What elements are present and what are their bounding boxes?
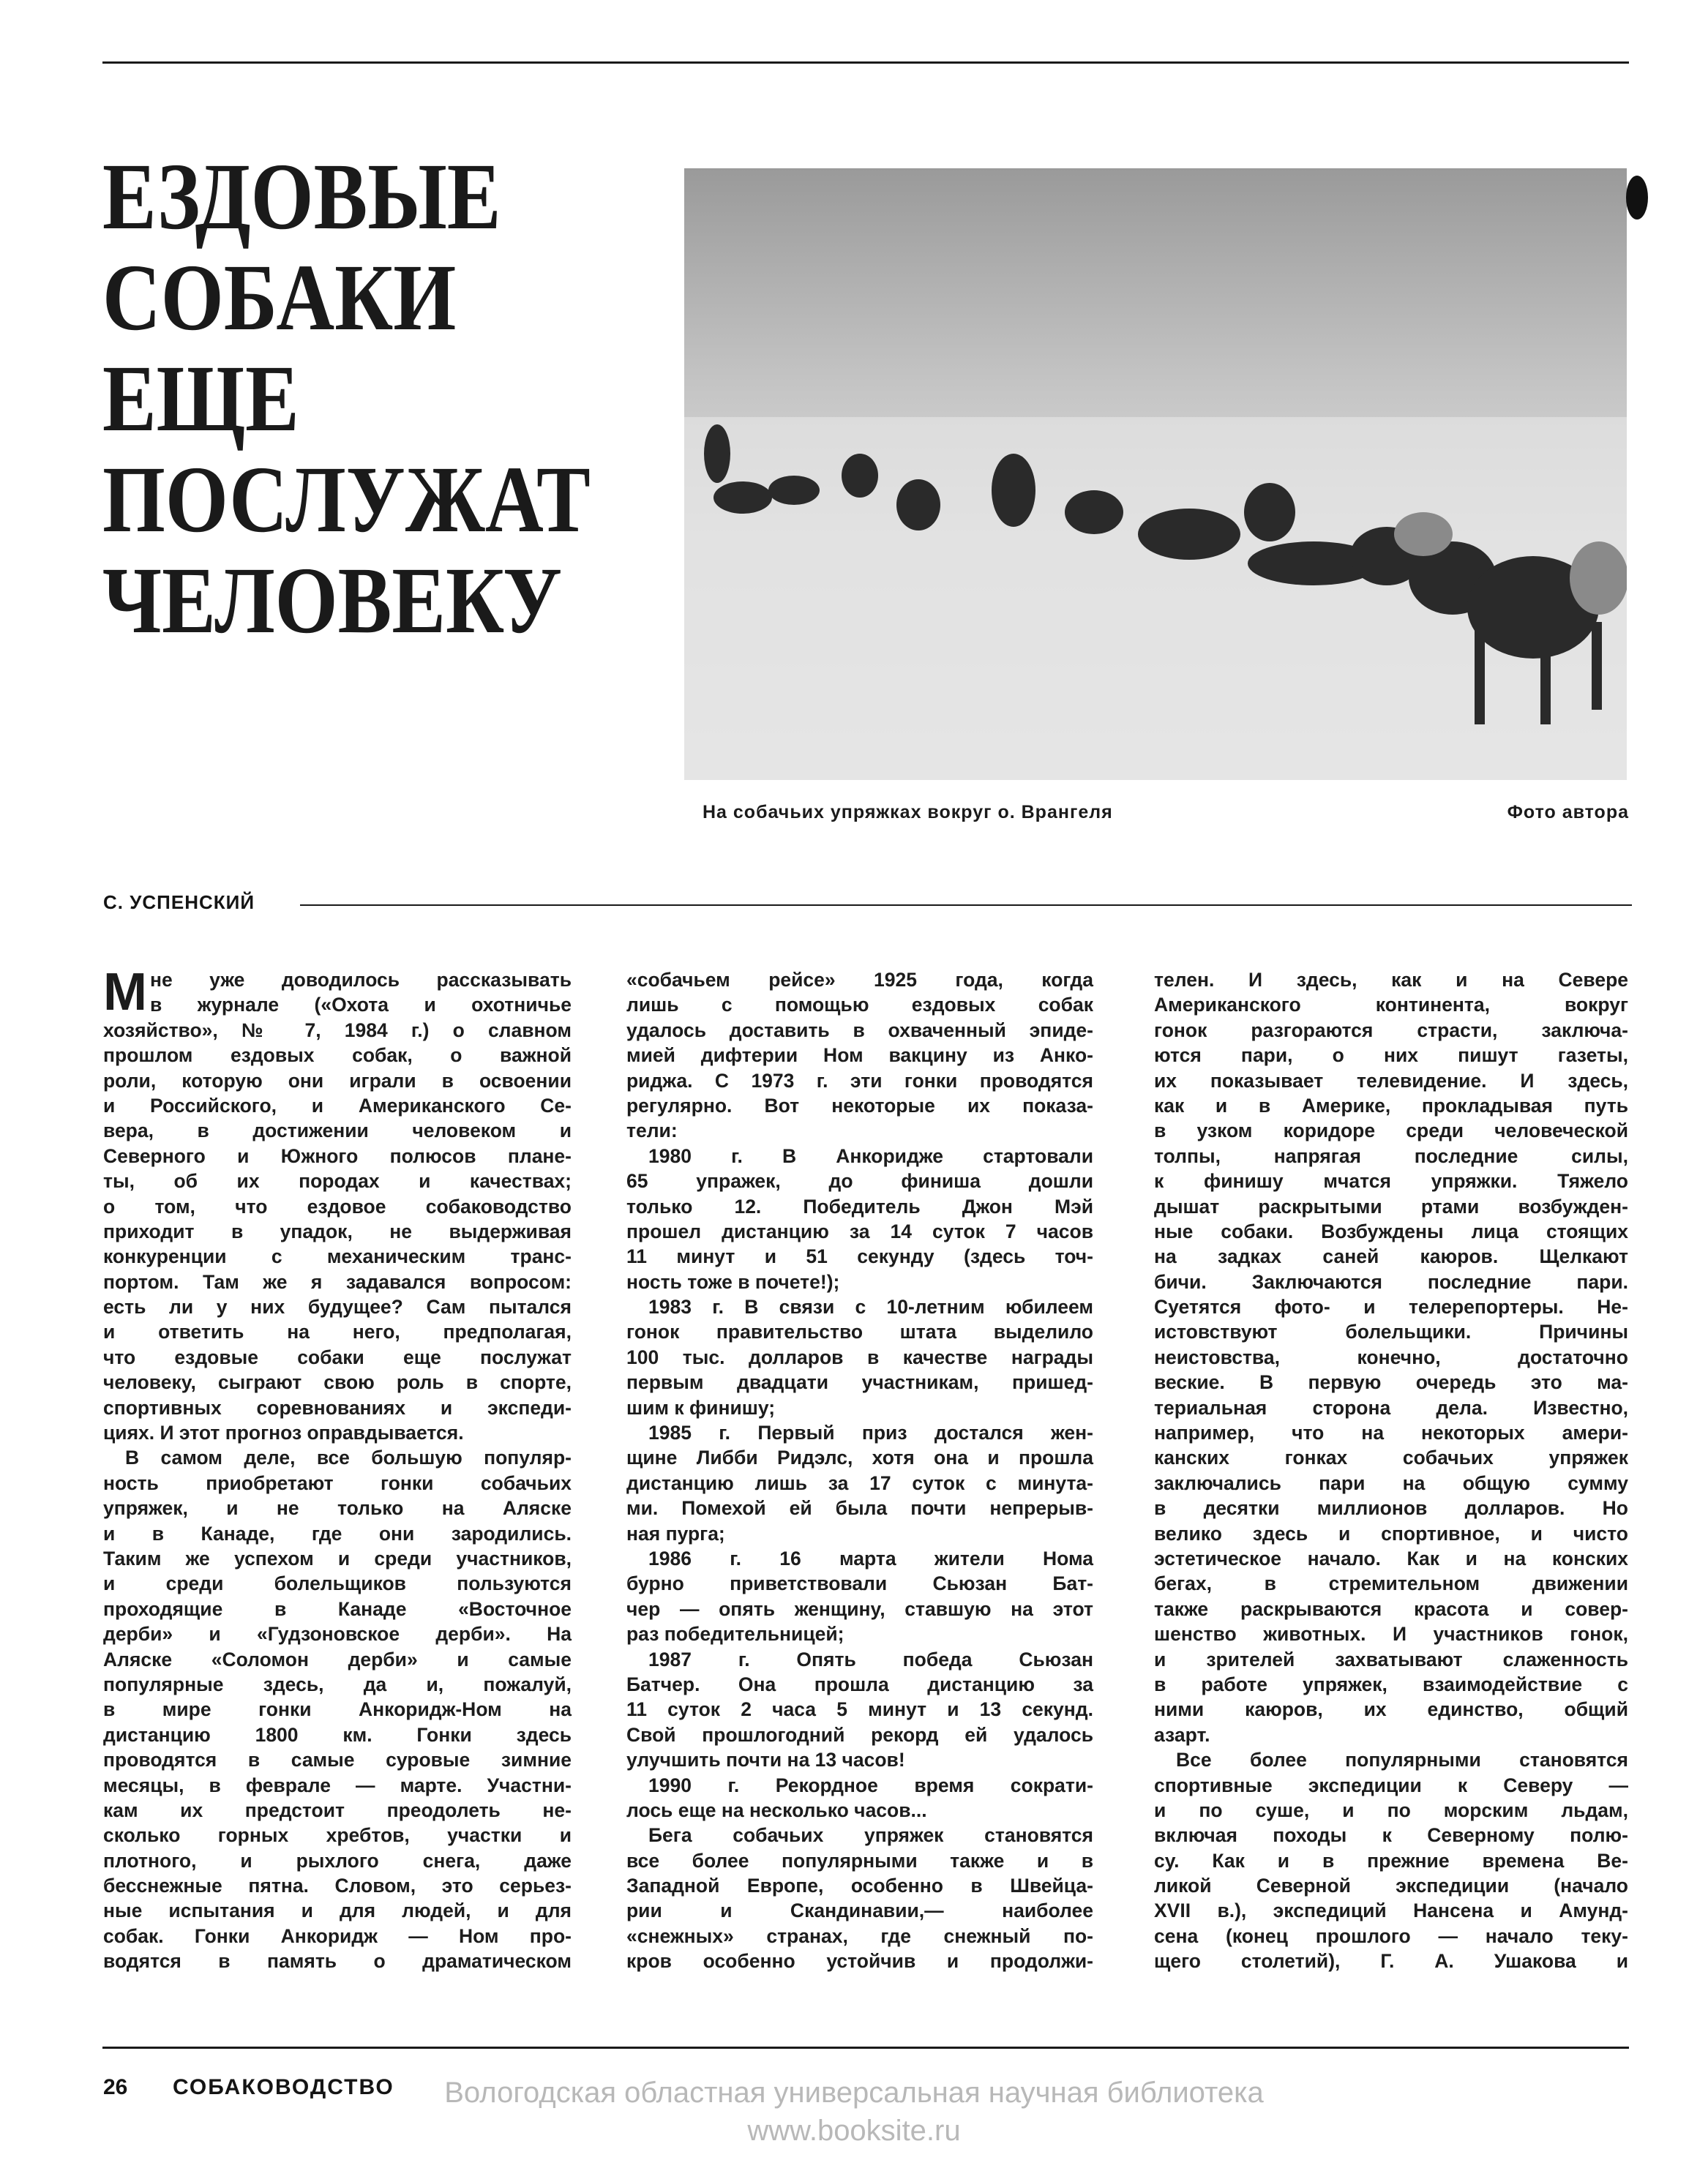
text-line: 1986 г. 16 марта жители Нома [648, 1547, 1093, 1570]
text-line: гонок правительство штата выделило [626, 1321, 1093, 1343]
text-line: например, что на некоторых амери- [1154, 1422, 1628, 1444]
text-line: Западной Европе, особенно в Швейца- [626, 1875, 1093, 1897]
text-line: месяцы, в феврале — марте. Участни- [103, 1774, 572, 1796]
sled-dogs-photo [684, 168, 1627, 780]
top-rule [102, 61, 1629, 64]
author-rule [300, 904, 1632, 906]
text-line: лишь с помощью ездовых собак [626, 994, 1093, 1016]
text-line: XVII в.), экспедиций Нансена и Амунд- [1154, 1900, 1628, 1922]
text-line: истовствуют болельщики. Причины [1154, 1321, 1628, 1343]
author-name: С. УСПЕНСКИЙ [103, 891, 255, 913]
text-line: Таким же успехом и среди участников, [103, 1547, 572, 1570]
text-line: сколько горных хребтов, участки и [103, 1824, 572, 1847]
text-line: прошлом ездовых собак, о важной [103, 1044, 572, 1067]
text-line: 65 упражек, до финиша дошли [626, 1170, 1093, 1193]
text-line: хозяйство», № 7, 1984 г.) о славном [103, 1019, 572, 1041]
text-line: что ездовые собаки еще послужат [103, 1346, 572, 1368]
footer-rule [102, 2047, 1629, 2049]
text-column-3 [1154, 967, 1628, 1974]
text-line: конкуренции с механическим транс- [103, 1245, 572, 1268]
text-line: циях. И этот прогноз оправдывается. [103, 1422, 464, 1444]
text-line: проходящие в Канаде «Восточное [103, 1597, 572, 1620]
page-blot [1626, 176, 1648, 220]
magazine-name: СОБАКОВОДСТВО [173, 2075, 394, 2099]
text-line: ность тоже в почете!); [626, 1270, 840, 1293]
text-line: есть ли у них будущее? Сам пытался [103, 1296, 572, 1319]
text-line: их показывает телевидение. И здесь, [1154, 1069, 1628, 1092]
text-line: раз победительницей; [626, 1623, 844, 1646]
watermark-url: www.booksite.ru [747, 2115, 961, 2147]
text-line: Бега собачьих упряжек становятся [648, 1824, 1093, 1847]
text-line: эстетическое начало. Как и на конских [1154, 1547, 1628, 1570]
text-line: в журнале («Охота и охотничье [150, 994, 572, 1016]
text-line: кам их предстоит преодолеть не- [103, 1799, 572, 1821]
text-line: щине Либби Ридэлс, хотя она и прошла [626, 1447, 1093, 1469]
text-line: упряжек, и не только на Аляске [103, 1497, 572, 1520]
text-line: ные испытания и для людей, и для [103, 1900, 572, 1922]
text-line: 1983 г. В связи с 10-летним юбилеем [648, 1296, 1093, 1319]
text-line: ты, об их породах и качествах; [103, 1170, 572, 1193]
text-line: бесснежные пятна. Словом, это серьез- [103, 1875, 572, 1897]
text-line: 1990 г. Рекордное время сократи- [648, 1774, 1093, 1796]
text-line: Аляске «Соломон дерби» и самые [103, 1648, 572, 1670]
text-line: ные собаки. Возбуждены лица стоящих [1154, 1220, 1628, 1242]
text-line: Все более популярными становятся [1176, 1749, 1628, 1771]
text-line: дерби» и «Гудзоновское дерби». На [103, 1623, 572, 1646]
text-line: азарт. [1154, 1723, 1210, 1746]
text-line: водятся в память о драматическом [103, 1950, 572, 1973]
text-line: и ответить на него, предполагая, [103, 1321, 572, 1343]
article-title [102, 146, 659, 651]
text-line: только 12. Победитель Джон Мэй [626, 1195, 1093, 1218]
text-line: 11 минут и 51 секунду (здесь точ- [626, 1245, 1093, 1268]
text-line: ность приобретают гонки собачьих [103, 1471, 572, 1494]
text-line: веские. В первую очередь это ма- [1154, 1371, 1628, 1394]
text-line: 1985 г. Первый приз достался жен- [648, 1422, 1093, 1444]
text-line: плотного, и рыхлого снега, даже [103, 1849, 572, 1872]
text-line: спортивных соревнованиях и экспеди- [103, 1396, 572, 1419]
text-line: Суетятся фото- и телерепортеры. Не- [1154, 1296, 1628, 1319]
title-line: ЕЗДОВЫЕ [102, 144, 501, 250]
photo-caption: На собачьих упряжках вокруг о. Врангеля [703, 802, 1113, 822]
text-line: вера, в достижении человеком и [103, 1120, 572, 1142]
title-line: СОБАКИ [102, 245, 457, 350]
text-line: в узком коридоре среди человеческой [1154, 1120, 1628, 1142]
text-line: щего столетий), Г. А. Ушакова и [1154, 1950, 1628, 1973]
text-line: териальная сторона дела. Известно, [1154, 1396, 1628, 1419]
text-line: как и в Америке, прокладывая путь [1154, 1094, 1628, 1117]
text-line: Американского континента, вокруг [1154, 994, 1628, 1016]
text-line: неистовства, конечно, достаточно [1154, 1346, 1628, 1368]
text-line: прошел дистанцию за 14 суток 7 часов [626, 1220, 1093, 1242]
text-line: дистанцию 1800 км. Гонки здесь [103, 1723, 572, 1746]
text-line: и по суше, и по морским льдам, [1154, 1799, 1628, 1821]
text-line: гонок разгораются страсти, заключа- [1154, 1019, 1628, 1041]
text-line: 1980 г. В Анкоридже стартовали [648, 1144, 1093, 1167]
text-line: ликой Северной экспедиции (начало [1154, 1875, 1628, 1897]
text-line: в десятки миллионов долларов. Но [1154, 1497, 1628, 1520]
text-line: кров особенно устойчив и продолжи- [626, 1950, 1093, 1973]
text-line: чер — опять женщину, ставшую на этот [626, 1597, 1093, 1620]
text-line: собак. Гонки Анкоридж — Ном про- [103, 1924, 572, 1947]
text-line: удалось доставить в охваченный эпиде- [626, 1019, 1093, 1041]
text-line: заключались пари на общую сумму [1154, 1471, 1628, 1494]
text-line: улучшить почти на 13 часов! [626, 1749, 905, 1771]
text-line: ними каюров, их единство, общий [1154, 1698, 1628, 1721]
text-line: телен. И здесь, как и на Севере [1154, 969, 1628, 991]
page-number: 26 [103, 2075, 128, 2099]
text-line: в мире гонки Анкоридж-Ном на [103, 1698, 572, 1721]
text-line: Батчер. Она прошла дистанцию за [626, 1673, 1093, 1695]
text-line: на задках саней каюров. Щелкают [1154, 1245, 1628, 1268]
title-line: ЧЕЛОВЕКУ [102, 548, 563, 653]
text-line: к финишу мчатся упряжки. Тяжело [1154, 1170, 1628, 1193]
text-line: человеку, сыграют свою роль в спорте, [103, 1371, 572, 1394]
text-line: портом. Там же я задавался вопросом: [103, 1270, 572, 1293]
text-line: спортивные экспедиции к Северу — [1154, 1774, 1628, 1796]
text-line: популярные здесь, да и, пожалуй, [103, 1673, 572, 1695]
text-line: Северного и Южного полюсов плане- [103, 1144, 572, 1167]
text-line: о том, что ездовое собаководство [103, 1195, 572, 1218]
text-line: ная пурга; [626, 1522, 725, 1545]
text-line: в работе упряжек, взаимодействие с [1154, 1673, 1628, 1695]
title-line: ЕЩЕ [102, 346, 299, 451]
text-line: риджа. С 1973 г. эти гонки проводятся [626, 1069, 1093, 1092]
text-line: «снежных» странах, где снежный по- [626, 1924, 1093, 1947]
text-line: «собачьем рейсе» 1925 года, когда [626, 969, 1093, 991]
text-line: тели: [626, 1120, 678, 1142]
text-line: дистанцию лишь за 17 суток с минута- [626, 1471, 1093, 1494]
text-line: Свой прошлогодний рекорд ей удалось [626, 1723, 1093, 1746]
text-line: шенство животных. И участников гонок, [1154, 1623, 1628, 1646]
text-line: регулярно. Вот некоторые их показа- [626, 1094, 1093, 1117]
text-line: не уже доводилось рассказывать [150, 969, 572, 991]
text-line: толпы, напрягая последние силы, [1154, 1144, 1628, 1167]
text-line: ются пари, о них пишут газеты, [1154, 1044, 1628, 1067]
drop-cap: М [103, 963, 147, 1021]
text-line: первым двадцати участникам, пришед- [626, 1371, 1093, 1394]
text-line: 11 суток 2 часа 5 минут и 13 секунд. [626, 1698, 1093, 1721]
text-line: велико здесь и спортивное, и чисто [1154, 1522, 1628, 1545]
text-line: и среди болельщиков пользуются [103, 1572, 572, 1595]
watermark-library: Вологодская областная универсальная научная библиотека [444, 2077, 1264, 2109]
text-line: приходит в упадок, не выдерживая [103, 1220, 572, 1242]
text-line: 100 тыс. долларов в качестве награды [626, 1346, 1093, 1368]
text-line: 1987 г. Опять победа Сьюзан [648, 1648, 1093, 1670]
text-column-1 [103, 963, 572, 1974]
text-line: дышат раскрытыми ртами возбужден- [1154, 1195, 1628, 1218]
title-line: ПОСЛУЖАТ [102, 447, 591, 552]
text-line: и зрителей захватывают слаженность [1154, 1648, 1628, 1670]
text-line: и в Канаде, где они зародились. [103, 1522, 572, 1545]
photo-credit: Фото автора [1507, 802, 1629, 822]
text-line: сена (конец прошлого — начало теку- [1154, 1924, 1628, 1947]
text-line: все более популярными также и в [626, 1849, 1093, 1872]
text-line: шим к финишу; [626, 1396, 776, 1419]
text-line: В самом деле, все большую популяр- [125, 1447, 572, 1469]
text-column-2 [626, 967, 1093, 1974]
text-line: бичи. Заключаются последние пари. [1154, 1270, 1628, 1293]
text-line: рии и Скандинавии,— наиболее [626, 1900, 1093, 1922]
text-line: проводятся в самые суровые зимние [103, 1749, 572, 1771]
text-line: канских гонках собачьих упряжек [1154, 1447, 1628, 1469]
text-line: ми. Помехой ей была почти непрерыв- [626, 1497, 1093, 1520]
text-line: включая походы к Северному полю- [1154, 1824, 1628, 1847]
text-line: лось еще на несколько часов... [626, 1799, 927, 1821]
text-line: су. Как и в прежние времена Ве- [1154, 1849, 1628, 1872]
text-line: и Российского, и Американского Се- [103, 1094, 572, 1117]
text-line: бегах, в стремительном движении [1154, 1572, 1628, 1595]
text-line: роли, которую они играли в освоении [103, 1069, 572, 1092]
text-line: бурно приветствовали Сьюзан Бат- [626, 1572, 1093, 1595]
text-line: мией дифтерии Ном вакцину из Анко- [626, 1044, 1093, 1067]
text-line: также раскрываются красота и совер- [1154, 1597, 1628, 1620]
